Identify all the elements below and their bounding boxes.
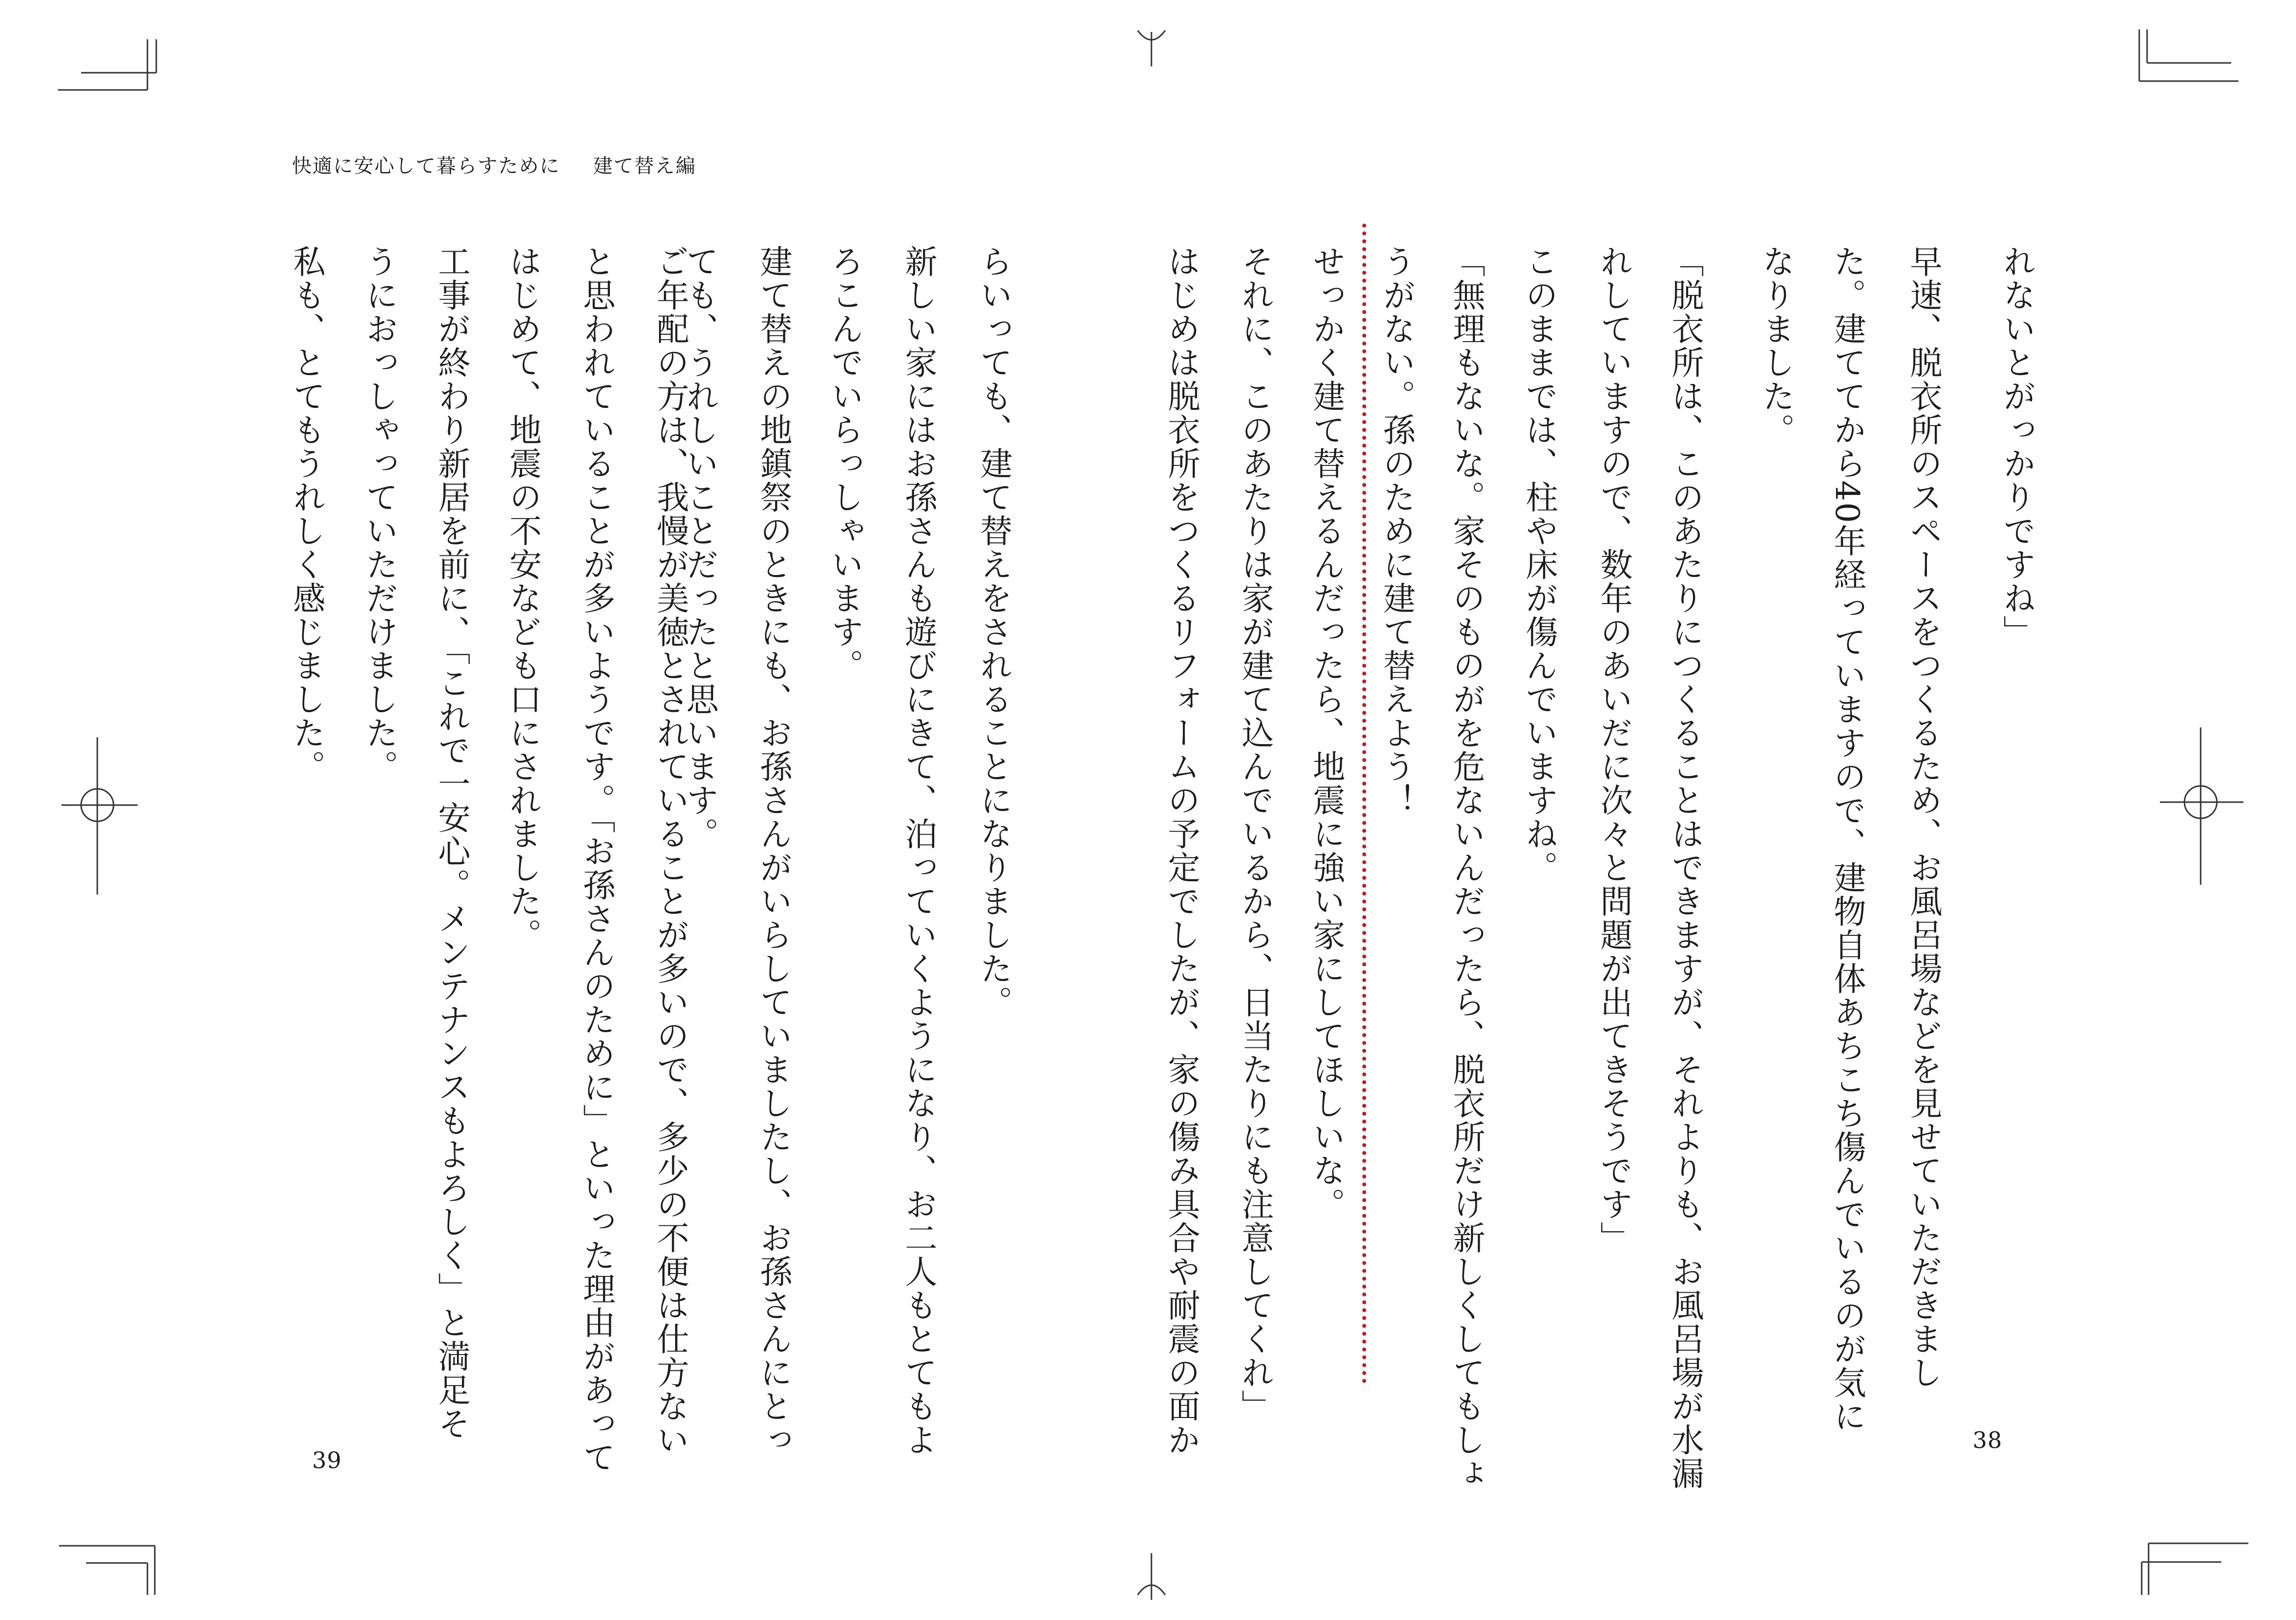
crop-mark-bottom-right [2142,1543,2248,1595]
text-column: 建て替えの地鎮祭のときにも、お孫さんがいらしていましたし、お孫さんにとっ [754,245,792,1457]
text-column: れないとがっかりですね」 [1998,245,2036,649]
text-column: ご年配の方は、我慢が美徳とされていることが多いので、多少の不便は仕方ない [651,245,689,1457]
text-column: れしていますので、数年のあいだに次々と問題が出てきそうです」 [1595,245,1633,1255]
text-column: うがない。孫のために建て替えよう！ [1378,245,1415,817]
section-divider [1362,224,1366,1384]
crop-mark-top-left [58,39,156,90]
text-column: 早速、脱衣所のスペースをつくるため、お風呂場などを見せていただきまし [1904,245,1942,1389]
text-column: それに、このあたりは家が建て込んでいるから、日当たりにも注意してくれ」 [1236,245,1274,1423]
text-column: なりました。 [1757,245,1795,447]
text-column: ても、うれしいことだったと思います。 [681,245,718,851]
text-column: 私も、とてもうれしく感じました。 [287,245,325,783]
running-head [292,156,696,176]
page-number-right: 38 [1973,1427,2003,1453]
registration-mark-left [61,737,138,895]
text-column: うにおっしゃっていただけました。 [360,245,398,783]
text-column: らいっても、建て替えをされることになりました。 [975,245,1012,1019]
running-head-title: 快適に安心して暮らすために [292,155,560,177]
text-column: せっかく建て替えるんだったら、地震に強い家にしてほしいな。 [1307,245,1345,1221]
text-column: はじめは脱衣所をつくるリフォームの予定でしたが、家の傷み具合や耐震の面か [1162,245,1200,1457]
text-column: 新しい家にはお孫さんも遊びにきて、泊っていくようになり、お二人もとてもよ [899,245,937,1457]
text-column: た。建ててから40年経っていますので、建物自体あちこち傷んでいるのが気に [1828,245,1866,1433]
text-column: ろこんでいらっしゃいます。 [826,245,863,683]
page-number-left: 39 [312,1447,342,1474]
registration-mark-bottom [1138,1553,1165,1600]
crop-mark-bottom-left [59,1546,155,1595]
text-column: はじめて、地震の不安なども口にされました。 [504,245,542,952]
text-column: 「無理もないな。家そのものがを危ないんだったら、脱衣所だけ新しくしてもしょ [1447,245,1485,1491]
running-head-section: 建て替え編 [593,155,696,177]
text-column: 工事が終わり新居を前に、「これで一安心。メンテナンスもよろしく」と満足そ [432,245,470,1441]
crop-mark-top-right [2139,29,2239,81]
text-column: このままでは、柱や床が傷んでいますね。 [1520,245,1558,885]
text-column: 「脱衣所は、このあたりにつくることはできますが、それよりも、お風呂場が水漏 [1666,245,1704,1491]
registration-mark-right [2160,727,2243,885]
text-column: と思われていることが多いようです。「お孫さんのために」といった理由があって [577,245,615,1475]
registration-mark-top [1138,30,1165,66]
